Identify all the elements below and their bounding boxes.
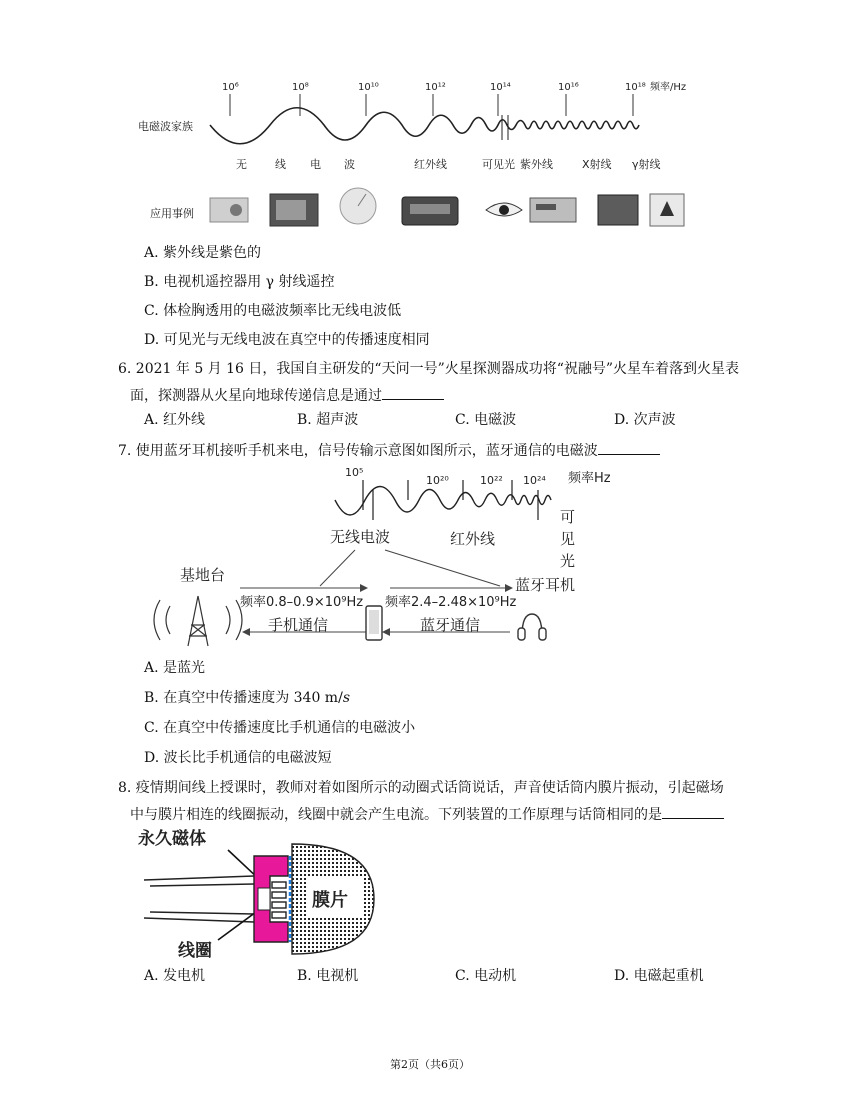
q7-option-c[interactable]: C. 在真空中传播速度比手机通信的电磁波小 [144, 720, 416, 736]
q6-option-d[interactable]: D. 次声波 [614, 412, 676, 428]
q6-option-b[interactable]: B. 超声波 [297, 412, 359, 428]
bt-comm-label: 蓝牙通信 [420, 616, 481, 634]
base-station-label: 基地台 [180, 566, 226, 584]
magnet-label: 永久磁体 [138, 829, 206, 849]
band-label: 电 [310, 158, 321, 171]
radio-picture [210, 198, 248, 222]
q7-option-b[interactable]: B. 在真空中传播速度为 340 m/s [144, 690, 350, 706]
microphone-figure [136, 822, 386, 962]
freq-tick: 10⁸ [292, 82, 309, 93]
q8-stem-text: 中与膜片相连的线圈振动，线圈中就会产生电流。下列装置的工作原理与话筒相同的是 [130, 807, 662, 823]
q6-answer-blank[interactable] [382, 385, 444, 400]
q8-option-b[interactable]: B. 电视机 [297, 968, 359, 984]
q8-answer-blank[interactable] [662, 804, 724, 819]
q6-stem-line1: 6. 2021 年 5 月 16 日，我国自主研发的“天问一号”火星探测器成功将“祝融号”火星车着落到火星表 [118, 361, 740, 377]
freq-tick: 10⁶ [222, 82, 239, 93]
band-label: X射线 [582, 158, 612, 171]
tower-icon [154, 596, 242, 646]
q7-visible-label: 光 [560, 552, 576, 570]
em-wave [210, 108, 639, 144]
q5-option-a[interactable]: A. 紫外线是紫色的 [144, 245, 262, 261]
band-label: 红外线 [414, 158, 447, 171]
q8-option-d[interactable]: D. 电磁起重机 [614, 968, 704, 984]
q6-option-a[interactable]: A. 红外线 [144, 412, 206, 428]
freq-tick: 10¹⁰ [358, 82, 379, 93]
band-label: 波 [344, 158, 355, 171]
q7-option-a[interactable]: A. 是蓝光 [144, 660, 206, 676]
q6-option-c[interactable]: C. 电磁波 [455, 412, 517, 428]
q7-stem [118, 440, 660, 461]
freq-tick: 10¹⁸ [625, 82, 646, 93]
q7-option-d[interactable]: D. 波长比手机通信的电磁波短 [144, 750, 332, 766]
freq-tick: 10¹⁴ [490, 82, 511, 93]
q7-stem-text: 7. 使用蓝牙耳机接听手机来电，信号传输示意图如图所示，蓝牙通信的电磁波 [118, 443, 598, 459]
q7-freq-tick: 10²⁰ [426, 474, 449, 487]
band-label: 紫外线 [520, 158, 553, 171]
phone-icon [366, 606, 382, 640]
q5-option-c[interactable]: C. 体检胸透用的电磁波频率比无线电波低 [144, 303, 402, 319]
q7-radio-label: 无线电波 [330, 528, 391, 546]
q8-option-c[interactable]: C. 电动机 [455, 968, 517, 984]
q7-freq-tick: 10²⁴ [523, 474, 546, 487]
q6-stem-text: 面，探测器从火星向地球传递信息是通过 [130, 388, 382, 404]
band-label: 线 [275, 158, 286, 171]
phone-comm-label: 手机通信 [268, 616, 329, 634]
em-family-label: 电磁波家族 [138, 120, 193, 133]
q5-option-b[interactable]: B. 电视机遥控器用 γ 射线遥控 [144, 274, 335, 290]
page-footer: 第2页（共6页） [390, 1058, 470, 1071]
em-spectrum-figure [130, 70, 730, 240]
q7-freq-tick: 10²² [480, 474, 503, 487]
bt-freq-label: 频率2.4–2.48×10⁹Hz [385, 595, 517, 610]
q7-visible-label: 见 [560, 530, 576, 548]
freq-unit: 频率/Hz [650, 82, 687, 93]
band-label: 无 [236, 158, 247, 171]
phone-freq-label: 频率0.8–0.9×10⁹Hz [240, 595, 364, 610]
apps-label: 应用事例 [150, 207, 194, 220]
bluetooth-figure [140, 460, 660, 650]
q7-freq-tick: 10⁵ [345, 466, 364, 479]
q8-option-a[interactable]: A. 发电机 [144, 968, 206, 984]
earphone-icon [518, 614, 546, 640]
earphone-label: 蓝牙耳机 [515, 576, 576, 594]
freq-tick: 10¹⁶ [558, 82, 579, 93]
freq-tick: 10¹² [425, 82, 446, 93]
q8-stem-line1: 8. 疫情期间线上授课时，教师对着如图所示的动圈式话筒说话，声音使话筒内膜片振动，引起磁场 [118, 780, 724, 796]
app-pictures [210, 188, 684, 226]
band-label: 可见光 [482, 158, 515, 171]
q7-freq-unit: 频率Hz [568, 471, 611, 486]
coil [272, 882, 286, 918]
q7-infrared-label: 红外线 [450, 530, 496, 548]
diaphragm-label: 膜片 [312, 890, 348, 911]
q7-answer-blank[interactable] [598, 440, 660, 455]
xray-picture [598, 195, 638, 225]
q5-option-d[interactable]: D. 可见光与无线电波在真空中的传播速度相同 [144, 332, 430, 348]
coil-label: 线圈 [178, 941, 212, 961]
q7-wave [335, 487, 551, 516]
q6-stem-line2 [130, 385, 444, 406]
q7-visible-label: 可 [560, 508, 576, 526]
band-label: γ射线 [632, 158, 661, 171]
